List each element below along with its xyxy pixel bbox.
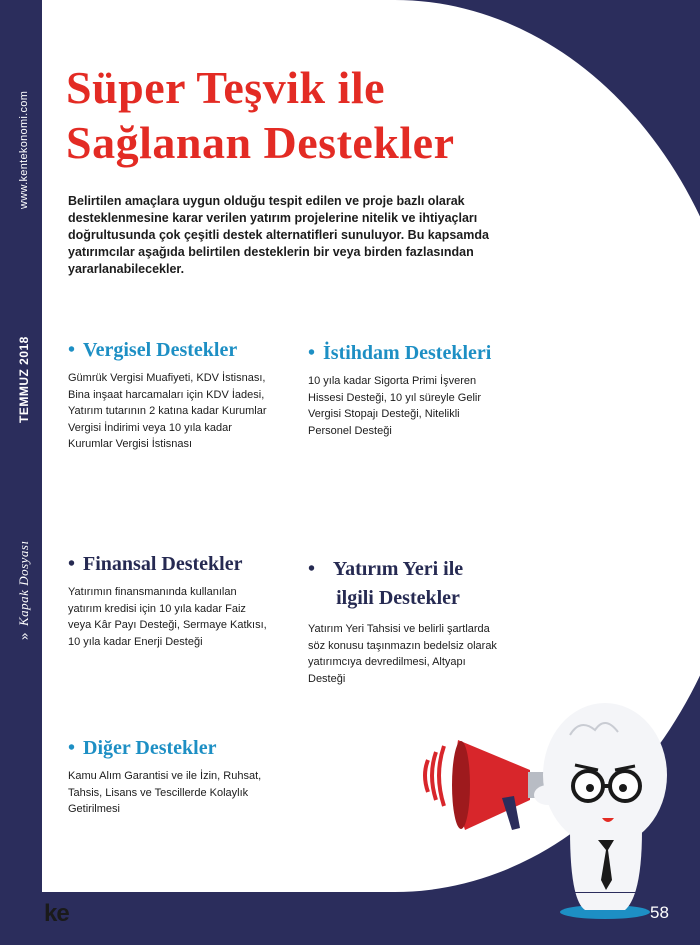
section-body: Kamu Alım Garantisi ve ile İzin, Ruhsat, Tahsis, Lisans ve Tescillerde Kolaylık Getirilmesi <box>68 770 262 815</box>
megaphone-icon <box>425 740 550 830</box>
bullet-icon: • <box>68 737 76 759</box>
section-body: Gümrük Vergisi Muafiyeti, KDV İstisnası, Bina inşaat harcamaları için KDV İadesi, Yatırım tutarının 2 katına kadar Kurumlar Vergisi İndirimi veya 10 yıla kadar Kurumlar Vergisi İstisnası <box>68 372 267 450</box>
intro-paragraph: Belirtilen amaçlara uygun olduğu tespit edilen ve proje bazlı olarak desteklenmesine karar verilen yatırım projelerine nitelik ve ihtiyaçları doğrultusunda çok çeşitli destek alternatifleri sunuluyor. Bu kapsamda yatırımcılar aşağıda belirtilen desteklerin bir veya birden fazlasından yararlanabilecekler. <box>68 194 489 276</box>
section-istihdam <box>308 341 498 439</box>
section-body: Yatırımın finansmanında kullanılan yatırım kredisi için 10 yıla kadar Faiz veya Kâr Payı Desteği, Sermaye Katkısı, 10 yıla kadar Enerji Desteği <box>68 586 267 648</box>
section-heading <box>308 341 498 365</box>
section-yatirim-yeri <box>308 555 503 687</box>
section-heading <box>308 555 503 613</box>
footer-rule <box>42 892 697 893</box>
section-heading <box>68 736 278 760</box>
page-title <box>66 60 455 170</box>
section-heading-text: İstihdam Destekleri <box>323 342 492 364</box>
section-heading <box>68 338 268 362</box>
section-heading <box>68 552 268 576</box>
section-heading-text: Diğer Destekler <box>83 737 217 759</box>
sidebar-section-name: Kapak Dosyası <box>16 540 31 626</box>
sidebar-arrow-icon: » <box>16 631 32 640</box>
bullet-icon: • <box>308 558 316 580</box>
sidebar-issue-date: TEMMUZ 2018 <box>17 336 31 424</box>
section-heading-text: Finansal Destekler <box>83 553 243 575</box>
sidebar-website: www.kentekonomi.com <box>18 90 30 210</box>
magazine-logo: ke <box>44 900 69 927</box>
page-number: 58 <box>650 903 669 922</box>
page-title-line1: Süper Teşvik ile <box>66 62 386 113</box>
bullet-icon: • <box>308 342 316 364</box>
mascot-illustration <box>420 700 700 920</box>
sidebar-section-label <box>10 500 38 680</box>
section-heading-text: Vergisel Destekler <box>83 339 238 361</box>
section-heading-text: Yatırım Yeri ile ilgili Destekler <box>332 558 464 609</box>
mascot-character <box>534 703 667 919</box>
section-body: Yatırım Yeri Tahsisi ve belirli şartlarda söz konusu taşınmazın bedelsiz olarak yatırımcıya devredilmesi, Altyapı Desteği <box>308 623 497 685</box>
bullet-icon: • <box>68 339 76 361</box>
section-diger <box>68 736 278 818</box>
section-vergisel <box>68 338 268 453</box>
bullet-icon: • <box>68 553 76 575</box>
page-title-line2: Sağlanan Destekler <box>66 117 455 168</box>
section-body: 10 yıla kadar Sigorta Primi İşveren Hissesi Desteği, 10 yıl süreyle Gelir Vergisi Stopajı Desteği, Nitelikli Personel Desteği <box>308 375 482 437</box>
section-finansal <box>68 552 268 650</box>
